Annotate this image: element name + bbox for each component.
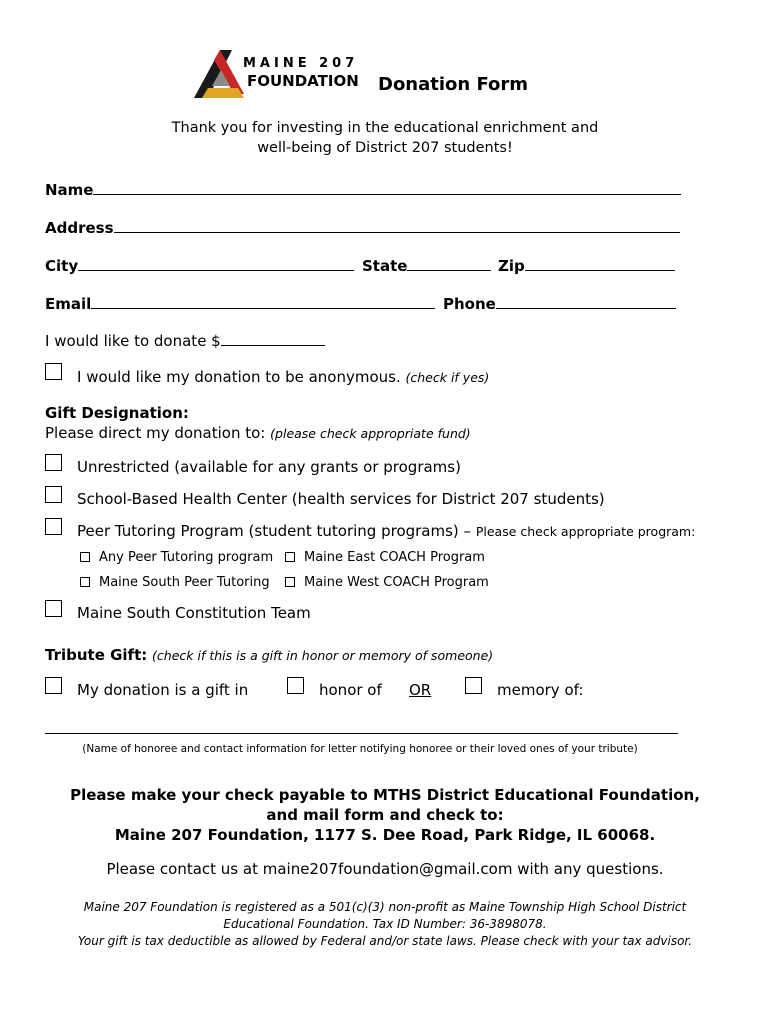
peer-tutoring-note: Please check appropriate program: <box>475 524 696 539</box>
footer-line-1: Maine 207 Foundation is registered as a 501(c)(3) non-profit as Maine Township High School District <box>83 900 687 914</box>
peer-any-checkbox[interactable] <box>80 552 90 562</box>
tribute-gift-checkbox[interactable] <box>45 677 62 694</box>
memory-label: memory of: <box>497 681 584 699</box>
south-peer-label: Maine South Peer Tutoring <box>99 575 270 590</box>
donation-amount-label: I would like to donate $ <box>45 332 221 350</box>
city-label: City <box>45 257 79 275</box>
address-field[interactable] <box>45 218 680 237</box>
anonymous-label: I would like my donation to be anonymous. (check if yes) <box>77 368 490 386</box>
honor-label: honor of <box>319 681 382 699</box>
constitution-team-label: Maine South Constitution Team <box>77 604 311 622</box>
email-field[interactable] <box>45 294 435 313</box>
tribute-heading: Tribute Gift: <box>45 646 148 664</box>
footer-line-2: Educational Foundation. Tax ID Number: 36-3898078. <box>223 917 547 931</box>
tribute-note: (check if this is a gift in honor or memory of someone) <box>152 648 494 663</box>
intro-line-1: Thank you for investing in the educational enrichment and <box>171 120 599 136</box>
peer-any-label: Any Peer Tutoring program <box>99 550 274 565</box>
zip-label: Zip <box>498 257 525 275</box>
gift-designation-heading: Gift Designation: <box>45 404 189 422</box>
east-coach-label: Maine East COACH Program <box>304 550 485 565</box>
honor-checkbox[interactable] <box>287 677 304 694</box>
payment-line-2: and mail form and check to: <box>266 806 504 824</box>
zip-field[interactable] <box>498 256 675 275</box>
unrestricted-checkbox[interactable] <box>45 454 62 471</box>
peer-tutoring-label: Peer Tutoring Program (student tutoring programs) – Please check appropriate program: <box>77 522 696 540</box>
name-field[interactable] <box>45 180 681 199</box>
form-title: Donation Form <box>378 74 529 95</box>
city-field[interactable] <box>45 256 354 275</box>
memory-checkbox[interactable] <box>465 677 482 694</box>
anonymous-note: (check if yes) <box>405 370 490 385</box>
health-center-checkbox[interactable] <box>45 486 62 503</box>
constitution-team-checkbox[interactable] <box>45 600 62 617</box>
east-coach-option[interactable] <box>285 550 485 565</box>
health-center-label: School-Based Health Center (health services for District 207 students) <box>77 490 605 508</box>
phone-label: Phone <box>443 295 496 313</box>
name-label: Name <box>45 181 94 199</box>
or-label: OR <box>409 681 432 699</box>
peer-any-option[interactable] <box>80 550 273 565</box>
honoree-caption: (Name of honoree and contact information for letter notifying honoree or their loved ones of your tribute) <box>82 743 638 755</box>
donation-amount-field[interactable] <box>45 331 325 350</box>
east-coach-checkbox[interactable] <box>285 552 295 562</box>
intro-line-2: well-being of District 207 students! <box>257 140 513 156</box>
email-label: Email <box>45 295 92 313</box>
logo-title-top: MAINE 207 <box>243 56 359 71</box>
west-coach-checkbox[interactable] <box>285 577 295 587</box>
west-coach-option[interactable] <box>285 575 489 590</box>
footer-line-3: Your gift is tax deductible as allowed by Federal and/or state laws. Please check with your tax advisor. <box>77 934 693 948</box>
tribute-gift-label: My donation is a gift in <box>77 681 249 699</box>
anonymous-checkbox[interactable] <box>45 363 62 380</box>
west-coach-label: Maine West COACH Program <box>304 575 489 590</box>
tribute-heading-row <box>45 646 493 664</box>
payment-line-3: Maine 207 Foundation, 1177 S. Dee Road, Park Ridge, IL 60068. <box>114 826 656 844</box>
south-peer-checkbox[interactable] <box>80 577 90 587</box>
unrestricted-label: Unrestricted (available for any grants or programs) <box>77 458 461 476</box>
logo-title-bottom: FOUNDATION <box>247 72 359 90</box>
phone-field[interactable] <box>443 294 676 313</box>
payment-line-1: Please make your check payable to MTHS District Educational Foundation, <box>70 786 700 804</box>
gift-designation-prompt: Please direct my donation to: (please check appropriate fund) <box>45 424 471 442</box>
honoree-line[interactable] <box>45 719 678 734</box>
south-peer-option[interactable] <box>80 575 270 590</box>
address-label: Address <box>45 219 114 237</box>
state-field[interactable] <box>362 256 491 275</box>
peer-tutoring-checkbox[interactable] <box>45 518 62 535</box>
state-label: State <box>362 257 408 275</box>
contact-line: Please contact us at maine207foundation@gmail.com with any questions. <box>106 860 664 878</box>
gift-designation-note: (please check appropriate fund) <box>270 426 471 441</box>
